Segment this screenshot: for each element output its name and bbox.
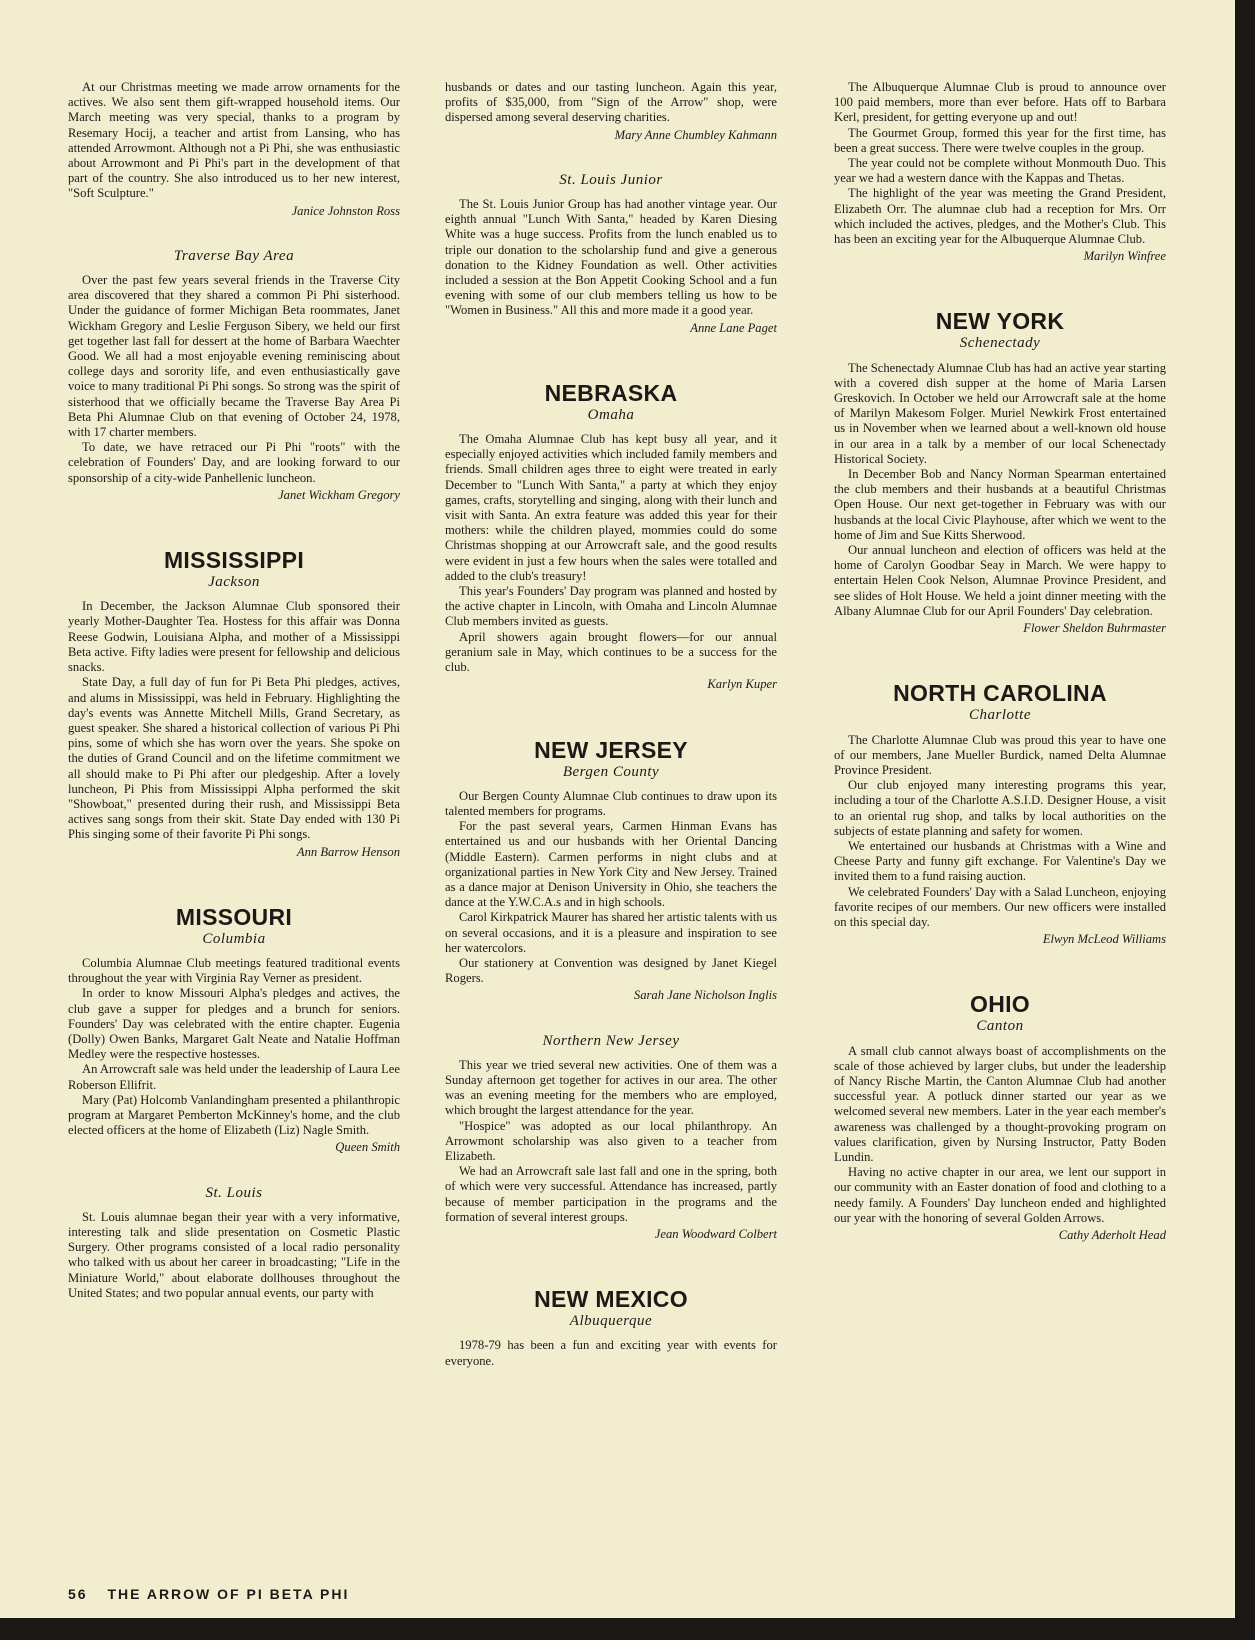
st-louis-article — [68, 1186, 400, 1301]
paragraph: This year's Founders' Day program was planned and hosted by the active chapter in Lincoln, with Omaha and Lincoln Alumnae Club members invited as guests. — [445, 584, 777, 629]
club-title: Canton — [976, 1018, 1024, 1035]
club-title: Omaha — [587, 406, 635, 423]
paragraph: The Charlotte Alumnae Club was proud this year to have one of our members, Jane Mueller Burdick, named Delta Alumnae Province President. — [834, 732, 1166, 777]
paragraph: A small club cannot always boast of accomplishments on the scale of those achieved by larger clubs, but under the leadership of Nancy Rische Martin, the Canton Alumnae Club had another successful year. A potluck dinner started our year as we welcomed several new members. Later in the year each member's awareness was challenged by a thought-provoking program on values clarification, given by Nursing Instructor, Patty Boden Lundin. — [834, 1043, 1166, 1164]
signature: Queen Smith — [335, 1140, 400, 1155]
northern-new-jersey-article — [445, 1034, 777, 1243]
paragraph: Our annual luncheon and election of officers was held at the home of Carolyn Goodbar Seay in March. We were happy to entertain Helen Cook Nelson, Alumnae Province President, and see slides of Holt House. We held a joint dinner meeting with the Albany Alumnae Club for our April Founders' Day celebration. — [834, 543, 1166, 618]
paragraph: The St. Louis Junior Group has had another vintage year. Our eighth annual "Lunch With Santa," headed by Karen Diesing White was a huge success. Profits from the lunch enabled us to triple our donation to the scholarship fund and give a generous donation to the Kidney Foundation as well. Other activities included a session at the Bon Appetit Cooking School and a fun evening with some of our club members telling us how to be "Women in Business." All this and more made it a good year. — [445, 197, 777, 318]
paragraph: Our club enjoyed many interesting programs this year, including a tour of the Charlotte A.S.I.D. Designer House, a visit to an oriental rug shop, and talks by local authorities on the subjects of estate planning and safety for women. — [834, 778, 1166, 838]
paragraph: We had an Arrowcraft sale last fall and one in the spring, both of which were very successful. Attendance has increased, partly because of member participation in the programs and the formation of several interest groups. — [445, 1164, 777, 1224]
signature: Marilyn Winfree — [1083, 249, 1166, 264]
paragraph: Carol Kirkpatrick Maurer has shared her artistic talents with us on several occasions, and it is a pleasure and inspiration to see her watercolors. — [445, 910, 777, 955]
st-louis-junior-article — [445, 173, 777, 336]
signature: Sarah Jane Nicholson Inglis — [633, 988, 777, 1003]
nebraska-article — [445, 380, 777, 693]
albuquerque-continued — [834, 80, 1166, 264]
paragraph: Having no active chapter in our area, we lent our support in our community with an Easter donation of food and clothing to a needy family. A Founders' Day luncheon ended and highlighted our year with the honoring of several Golden Arrows. — [834, 1165, 1166, 1225]
paragraph: We entertained our husbands at Christmas with a Wine and Cheese Party and funny gift exchange. For Valentine's Day we invited them to a fund raising auction. — [834, 838, 1166, 884]
paragraph: The Schenectady Alumnae Club has had an active year starting with a covered dish supper at the home of Maria Larsen Greskovich. In October we held our Arrowcraft sale at the home of Marilyn Makesom Folger. Muriel Newkirk Frost entertained us in November when we learned about a well-known old house in our area in a talk by a member of our local Schenectady Historical Society. — [834, 360, 1166, 466]
paragraph: husbands or dates and our tasting luncheon. Again this year, profits of $35,000, from "Sign of the Arrow" shop, were dispersed among several deserving charities. — [445, 80, 777, 125]
paragraph: Mary (Pat) Holcomb Vanlandingham presented a philanthropic program at Margaret Pemberton McKinney's home, and the club elected officers at the home of Elizabeth (Liz) Nagle Smith. — [68, 1092, 400, 1138]
paragraph: Over the past few years several friends in the Traverse City area discovered that they shared a common Pi Phi sisterhood. Under the guidance of former Michigan Beta roommates, Janet Wickham Gregory and Leslie Ferguson Sibery, we held our first get together last fall for dessert at the home of Barbara Waechter Good. We all had a most enjoyable evening reminiscing about college days and sorority life, and even enthusiastically gave voice to many traditional Pi Phi songs. So strong was the spirit of sisterhood that we officially became the Traverse Bay Area Pi Beta Phi Alumnae Club on that evening of October 24, 1978, with 17 charter members. — [68, 273, 400, 440]
club-title: Bergen County — [562, 763, 660, 780]
page-footer — [68, 1586, 349, 1602]
paragraph: The highlight of the year was meeting the Grand President, Elizabeth Orr. The alumnae club had a reception for Mrs. Orr which included the actives, pledges, and the Mother's Club. This has been an exciting year for the Albuquerque Alumnae Club. — [834, 186, 1166, 247]
new-mexico-article — [445, 1286, 777, 1369]
column-2 — [445, 80, 777, 1369]
club-title: St. Louis — [205, 1184, 263, 1201]
club-title: Schenectady — [959, 335, 1041, 352]
paragraph: To date, we have retraced our Pi Phi "roots" with the celebration of Founders' Day, and are looking forward to our sponsorship of a city-wide Panhellenic luncheon. — [68, 440, 400, 485]
signature: Jean Woodward Colbert — [654, 1226, 777, 1241]
state-heading: NEW MEXICO — [534, 1286, 688, 1313]
paragraph: This year we tried several new activities. One of them was a Sunday afternoon get together for actives in our area. The other was an evening meeting for the members who are employed, which brought the largest attendance for the year. — [445, 1057, 777, 1118]
signature: Karlyn Kuper — [707, 677, 777, 692]
paragraph: At our Christmas meeting we made arrow ornaments for the actives. We also sent them gift-wrapped household items. Our March meeting was very special, thanks to a program by Resemary Hocij, a teacher and artist from Lansing, who has attended Arrowmont. Although not a Pi Phi, she was enthusiastic about Arrowmont and Pi Phi's part in the development of that part of the country. She also introduced us to her new interest, "Soft Sculpture." — [68, 80, 400, 201]
intro-article — [68, 80, 400, 219]
paragraph: In order to know Missouri Alpha's pledges and actives, the club gave a supper for pledges and a brunch for seniors. Founders' Day was celebrated with the entire chapter. Eugenia (Dolly) Owen Banks, Margaret Galt Neate and Natalie Hoffman Medley were the respective hostesses. — [68, 986, 400, 1062]
signature: Janice Johnston Ross — [291, 203, 400, 218]
signature: Flower Sheldon Buhrmaster — [1023, 621, 1166, 636]
club-title: Albuquerque — [569, 1313, 653, 1330]
signature: Janet Wickham Gregory — [278, 487, 400, 502]
state-heading: NEBRASKA — [544, 379, 678, 406]
club-title: Jackson — [208, 574, 260, 591]
club-title: Charlotte — [968, 707, 1031, 724]
paragraph: The Albuquerque Alumnae Club is proud to announce over 100 paid members, more than ever before. Hats off to Barbara Kerl, president, for getting everyone up and out! — [834, 80, 1166, 125]
column-1 — [68, 80, 400, 1301]
club-title: Traverse Bay Area — [173, 247, 295, 264]
paragraph: "Hospice" was adopted as our local philanthropy. An Arrowmont scholarship was also given to a teacher from Elizabeth. — [445, 1118, 777, 1163]
paragraph: In December, the Jackson Alumnae Club sponsored their yearly Mother-Daughter Tea. Hostess for this affair was Donna Reese Godwin, Louisiana Alpha, and mother of a Mississippi Beta active. Fifty ladies were present for fellowship and delicious snacks. — [68, 599, 400, 675]
new-york-article — [834, 308, 1166, 636]
paragraph: Our Bergen County Alumnae Club continues to draw upon its talented members for programs. — [445, 788, 777, 818]
state-heading: MISSOURI — [175, 903, 293, 930]
page-number: 56 — [68, 1586, 88, 1602]
signature: Ann Barrow Henson — [296, 844, 400, 859]
traverse-bay-article — [68, 249, 400, 503]
north-carolina-article — [834, 680, 1166, 947]
signature: Mary Anne Chumbley Kahmann — [614, 127, 777, 142]
signature: Anne Lane Paget — [690, 320, 777, 335]
paragraph: Our stationery at Convention was designed by Janet Kiegel Rogers. — [445, 955, 777, 986]
ohio-article — [834, 991, 1166, 1243]
paragraph: For the past several years, Carmen Hinman Evans has entertained us and our husbands with her Oriental Dancing (Middle Eastern). Carmen performs in night clubs and at organizational parties in New York City and New Jersey. Trained as a dance major at Denison University in Ohio, she teachers the dance at the Y.W.C.A.s and in high schools. — [445, 819, 777, 910]
st-louis-continued — [445, 80, 777, 143]
paragraph: April showers again brought flowers—for our annual geranium sale in May, which continues to be a success for the club. — [445, 629, 777, 675]
signature: Elwyn McLeod Williams — [1042, 932, 1166, 947]
paragraph: In December Bob and Nancy Norman Spearman entertained the club members and their husbands at a beautiful Christmas Open House. Our next get-together in February was with our husbands at the local Civic Playhouse, after which we went to the home of Jim and Sue Kitts Sherwood. — [834, 467, 1166, 542]
signature: Cathy Aderholt Head — [1058, 1227, 1166, 1242]
club-title: St. Louis Junior — [559, 171, 663, 188]
club-title: Northern New Jersey — [542, 1032, 680, 1049]
state-heading: MISSISSIPPI — [163, 547, 305, 574]
paragraph: Columbia Alumnae Club meetings featured traditional events throughout the year with Virginia Ray Verner as president. — [68, 955, 400, 986]
paragraph: State Day, a full day of fun for Pi Beta Phi pledges, actives, and alums in Mississippi, was held in February. Highlighting the day's events was Annette Mitchell Mills, Grand Secretary, as guest speaker. She shared a historical collection of various Pi Phi pins, some of which she has worn over the years. She spoke on the duties of Grand Council and on the lifetime commitment we all should make to Pi Phi after our pledgeship. After a lovely luncheon, Pi Phis from Mississippi Alpha performed the skit "Showboat," presented during their rush, and Mississippi Beta actives sang songs from their skit. State Day ended with 130 Pi Phis singing some of their favorite Pi Phi songs. — [68, 675, 400, 842]
state-heading: NEW JERSEY — [534, 736, 688, 763]
paragraph: We celebrated Founders' Day with a Salad Luncheon, enjoying favorite recipes of our members. Our new officers were installed on this special day. — [834, 884, 1166, 929]
state-heading: NORTH CAROLINA — [893, 680, 1107, 707]
paragraph: St. Louis alumnae began their year with a very informative, interesting talk and slide presentation on Cosmetic Plastic Surgery. Other programs consisted of a local radio personality who talked with us about her career in broadcasting; "Life in the Miniature World," about elaborate dollhouses throughout the United States; and two popular annual events, our party with — [68, 1209, 400, 1300]
paragraph: 1978-79 has been a fun and exciting year with events for everyone. — [445, 1338, 777, 1368]
paragraph: The Gourmet Group, formed this year for the first time, has been a great success. There were twelve couples in the group. — [834, 125, 1166, 155]
missouri-article — [68, 904, 400, 1156]
paragraph: The Omaha Alumnae Club has kept busy all year, and it especially enjoyed activities which included family members and friends. Small children ages three to eight were treated in early December to "Lunch With Santa," a party at which they enjoy games, crafts, storytelling and singing, along with their lunch and visit with Santa. An extra feature was added this year for their mothers: while the children played, mommies could do some Christmas shopping at our Arrowcraft sale, and the good results were evident in just a few hours when the sales were totalled and added to the club's treasury! — [445, 432, 777, 583]
paragraph: The year could not be complete without Monmouth Duo. This year we had a western dance with the Kappas and Thetas. — [834, 156, 1166, 186]
publication-title: THE ARROW OF PI BETA PHI — [107, 1586, 350, 1602]
column-3 — [834, 80, 1166, 1243]
new-jersey-article — [445, 737, 777, 1004]
state-heading: OHIO — [970, 991, 1030, 1018]
paragraph: An Arrowcraft sale was held under the leadership of Laura Lee Roberson Ellifrit. — [68, 1062, 400, 1092]
mississippi-article — [68, 547, 400, 860]
club-title: Columbia — [202, 930, 266, 947]
state-heading: NEW YORK — [935, 308, 1065, 335]
